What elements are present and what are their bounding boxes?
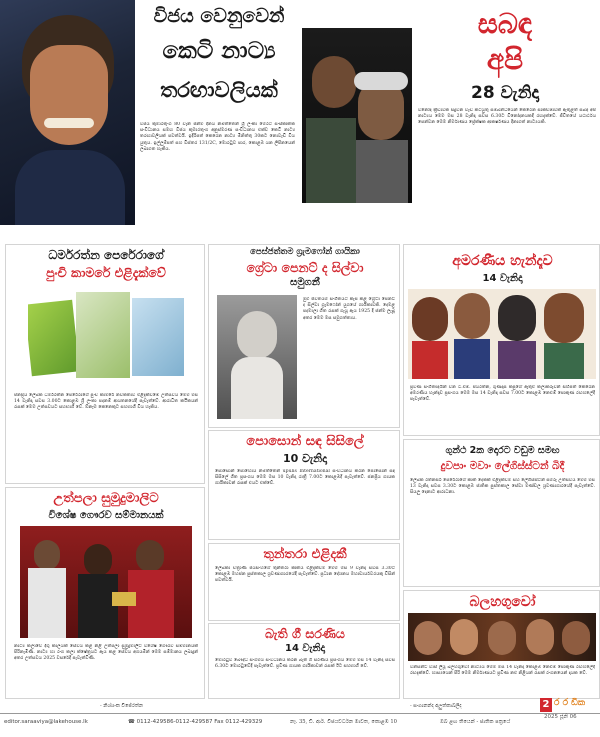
footer xyxy=(0,715,600,737)
logo-wordmark: ර ර ඩීක xyxy=(554,698,586,708)
vijaya-article xyxy=(0,0,300,240)
bathi-body: මොරටුව බෞද්ධ සංගමය සංවිධානය කරන බැති ගී සරණිය ප්‍රසංගය මෙම මස 14 වැනිදා සවස 6.30ට මොරටුවේදී පැවැත්වේ. ප්‍රවීණ ගායක ගායිකාවන් රැසක් ඊට සහභාගී වේ. xyxy=(215,658,395,670)
bathi-date: 14 වැනිදා xyxy=(285,643,325,654)
amaraneeya-headline: අමරණීය හැන්දෑව xyxy=(452,253,553,269)
balahaguwo-headline: බලහගුවෝ xyxy=(469,594,536,610)
rhythm-headline-2: දුවපාං මවාං ලේගිස්ස්ටන් බිදී xyxy=(440,460,565,472)
greta-portrait xyxy=(217,295,297,419)
sabanda-headline-1: සබඳ xyxy=(477,7,533,40)
uthpala-headline-1: උත්පලා සුමුදුමාලිට xyxy=(53,491,159,506)
greta-headline-2: ග්‍රේටා පෙනට් ද සිල්වා xyxy=(246,260,364,275)
rhythm-headline-1: ගුන්ථ 2ක දොරට වඩුම සමඟ xyxy=(445,445,560,456)
thunthara-article xyxy=(208,543,400,621)
thunthara-headline: තුන්තරා එළිදකී xyxy=(263,547,347,562)
issue-date: 2025 ජූනි 06 xyxy=(544,714,577,720)
sabanda-date: 28 වැනිදා xyxy=(471,83,539,103)
book-covers-image xyxy=(28,290,188,385)
dharmaratna-headline-1: ධර්මරත්න පෙරේරාගේ xyxy=(48,248,164,262)
uthpala-headline-2: විශේෂ ගෞරව සම්මානයක් xyxy=(48,510,164,521)
poson-body: පොසොන් පොහොය නිමිත්තෙන් upulis International සංවිධානය කරන පොසොන් සඳ සිසිලේ ගීත ප්‍රසංගය මෙම මස 10 වැනිදා රාත්‍රී 7.00ට කොළඹදී පැවැත්වේ. ජනප්‍රිය ගායක ගායිකාවන් රැසක් එයට එක්වේ. xyxy=(215,469,395,487)
singers-collage xyxy=(408,289,596,379)
poson-date: 10 වැනිදා xyxy=(283,452,327,465)
bathi-headline: බැති ගී සරණිය xyxy=(265,626,345,641)
vijaya-headline-2: කෙටි නාට්‍ය xyxy=(162,38,276,64)
sabanda-body: විනෝද ක්‍රීඩාවක සිදුවන වැඩ කටයුතු සම්බන්ධයෙන් කෙරෙන සාකච්ඡාවක් ඇතුළත් සබඳ අපි නාට්‍යය මෙම මස 28 වැනිදා සවස 6.30ට විනෝදනයකදී රඟදැක්වේ. ජීවිතයේ යථාර්ථය පෙන්වන මෙම නිර්මාණය ප්‍රේක්ෂක ආකර්ෂණය දිනාගත් නාට්‍යයකි. xyxy=(418,108,596,126)
poson-article xyxy=(208,430,400,540)
balahaguwo-article xyxy=(403,590,600,699)
greta-headline-3: සමුගනී xyxy=(290,277,320,288)
greta-quote: මුළු ජීවිතයම සංගීතයට කැප කළ ග්‍රේටා පෙනට් ද සිල්වා ග්‍රැමෆෝන් යුගයේ ගායිකාවකි. දෙමළ පදමාලා ගීත රැසක් ගැයූ ඇය 1925 දී ජන්ම ලැබූ අතර මෙම මස සමුගත්තාය. xyxy=(303,297,395,321)
balahaguwo-body: වින්සන්ට් වාස් ලියූ බලහගුවෝ නාට්‍යය මෙම මස 14 වැනිදා කොළඹ නෙළුම් පොකුණ රඟහලේදී රඟදැක්වේ. හාස්‍යයෙන් පිරි මෙම නිර්මාණයට ප්‍රවීණ නළු නිළියන් රැසක් රංගනයෙන් දායක වේ. xyxy=(410,665,595,677)
masthead-logo xyxy=(540,696,598,726)
vijaya-body: විජය කුමාරතුංග 80 වැනි ජන්ම දිනය නිමිත්තෙන් ශ්‍රී ලංකා මෙරට සංස්කෘතික සංවිධානය සමඟ විජය කුමාරතුංග අනුස්මරණ සංවිධානය එක්ව කෙටි නාට්‍ය තරඟාවලියක් පවත්වයි. ඉදිරිපත් කෙරෙන නාට්‍ය මිනිත්තු 30කට නොවැඩි විය යුතුය. ඉල්ලුම්පත් සහ විස්තර 131/2C, මොරටුව පාර, කොළඹ යන ලිපිනයෙන් ලබාගත හැකිය. xyxy=(140,122,295,152)
amaraneeya-date: 14 වැනිදා xyxy=(482,273,523,284)
left-author-credit: - නිශ්ශංක විජේරත්න xyxy=(100,703,143,709)
vijaya-headline-1: විජය වෙනුවෙන් xyxy=(153,5,285,27)
footer-email[interactable]: editor.saraaviya@lakehouse.lk xyxy=(4,719,88,725)
uthpala-article xyxy=(5,487,205,699)
footer-address: නෑ. 35, ඩී. ආර්. විජයවර්ධන මාවත, කොළඹ 10 xyxy=(290,719,397,725)
right-author-credit: - සංගානන්ද අලුත්කාබලිද xyxy=(410,703,462,709)
rhythm-body: ලේඛක රත්නසිරි පෙරේරාගේ කෘති දෙකක් එළිදැක්වීම සහ ලේගිස්ස්ටන් සමරු උත්සවය මෙම මස 13 වැනිදා සවස 3.30ට කොළඹ ජාතික පුස්තකාල සේවා මණ්ඩල ශ්‍රවණාගාරයේදී පැවැත්වේ. සියලු දෙනාට ආරාධනා. xyxy=(410,478,595,496)
greta-headline-1: පෙස්ජත්තම ග්‍රැමෆෝන් ගායිකා xyxy=(250,247,360,257)
amaraneeya-body: ප්‍රවීණ සංගීතඥයින් වන ටී.එම්. ජයරත්න, ගුණදාස කපුගේ ඇතුළු කලාකරුවන් සිහිපත් කෙරෙන අමරණීය හැන්දෑව ප්‍රසංගය මෙම මස 14 වැනිදා සවස 7.00ට කොළඹ නෙළුම් පොකුණ රඟහලේදී පැවැත්වේ. xyxy=(410,385,595,403)
sabanda-article xyxy=(300,0,600,240)
sabanda-photo xyxy=(302,28,412,203)
thunthara-body: ලේඛිකා චිත්‍රාණි ජයසිංහගේ තුන්තරා කෘතිය එළිදැක්වීම මෙම මස 9 වැනිදා සවස 3.30ට කොළඹ මහජන පුස්තකාල ශ්‍රවණාගාරයේදී පැවැත්වේ. ප්‍රධාන දේශනය මහාචාර්යවරයකු විසින් පවත්වයි. xyxy=(215,566,395,584)
footer-divider xyxy=(0,713,600,714)
amaraneeya-article xyxy=(403,244,600,436)
bathi-article xyxy=(208,623,400,699)
vijaya-headline-3: තරඟාවලියක් xyxy=(160,78,278,102)
greta-article xyxy=(208,244,400,428)
vijaya-portrait xyxy=(0,0,135,225)
poson-headline: පොසොන් සඳ සිසිලේ xyxy=(246,434,364,449)
page-number-badge: 2 xyxy=(540,698,552,712)
award-ceremony-photo xyxy=(20,526,192,638)
dharmaratna-headline-2: පුංචි කාමරේ එළිදැක්වේ xyxy=(46,265,166,280)
footer-phone: ☎ 0112-429586-0112-429587 Fax 0112-429329 xyxy=(128,719,263,725)
rhythm-article xyxy=(403,439,600,587)
dharmaratna-body: ජනප්‍රිය ලේඛක ධර්මරත්න පෙරේරාගේ පුංචි කාමරේ නවකතාව එළිදැක්වීමේ උත්සවය මෙම මස 14 වැනිදා සවස 3.00ට කොළඹ ශ්‍රී ලංකා පදනම් ආයතනයේදී පැවැත්වේ. ආරාධිත කථිකයන් රැසක් මෙම උත්සවයට සහභාගී වේ. ඕනෑම කෙනෙකුට සහභාගී විය හැකිය. xyxy=(14,393,198,411)
cast-photo xyxy=(408,613,596,661)
dharmaratna-article xyxy=(5,244,205,484)
uthpala-body: නාට්‍ය කලාවේ දිගු කාලයක් සේවය කළ නිළි උත්පලා සුමුදුමාලිට විශේෂ ගෞරව සම්මානයක් පිරිනැමිණි. නාට්‍ය හා රංග කලා ක්ෂේත්‍රයට ඇය කළ සේවය අගයමින් මෙම සම්මානය ලබාදුන් අතර උත්සවය 2025 වසරේදී පැවැත්විණි. xyxy=(14,644,198,662)
footer-note: ඔබ ළඟ තියෙන් - ජාතික පත්‍රයේ xyxy=(440,719,511,725)
sabanda-headline-2: අපි xyxy=(486,43,524,76)
